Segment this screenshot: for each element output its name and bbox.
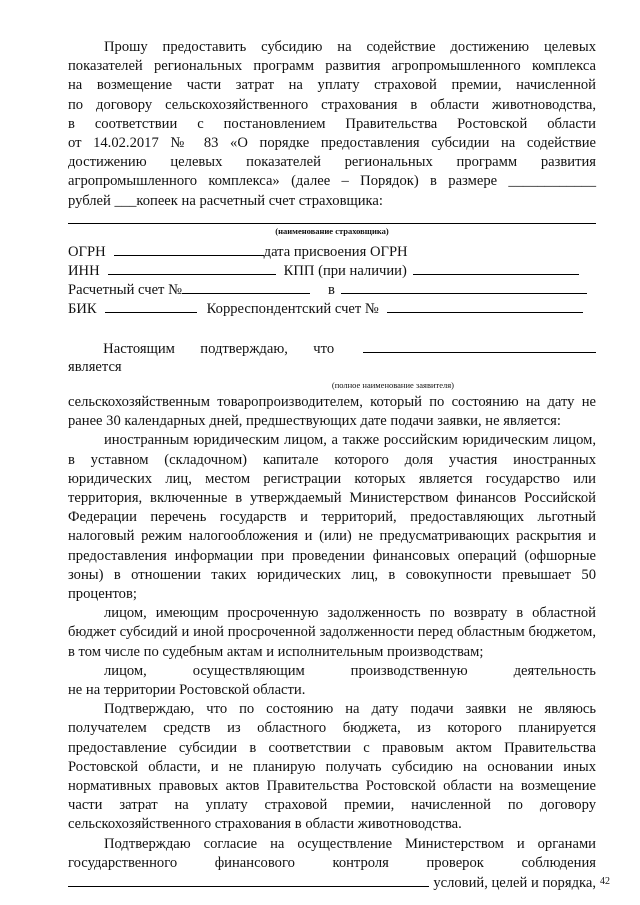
kpp-label: КПП (при наличии) bbox=[283, 263, 407, 280]
inn-row bbox=[68, 261, 596, 280]
account-row bbox=[68, 280, 596, 299]
consent-line3-end: условий, целей и порядка, bbox=[433, 875, 596, 892]
activity-word: лицом, bbox=[104, 662, 147, 679]
confirm-word: Настоящим bbox=[103, 340, 175, 357]
paragraph-consent-line2 bbox=[68, 854, 596, 873]
item-debt: лицом, имеющим просроченную задолженность по возврату в областной бюджет субсидий и иной просроченной задолженности перед областным бюджетом, в том числе по судебным актам и исполнительным производствам; bbox=[68, 605, 596, 660]
intro-line: показателей региональных программ развития агропромышленного комплекса bbox=[68, 58, 596, 75]
paragraph-consent-line1: Подтверждаю согласие на осуществление Министерством и органами bbox=[104, 835, 596, 852]
confirm-word: подтверждаю, bbox=[200, 340, 288, 357]
account-field[interactable] bbox=[182, 280, 310, 294]
bik-field[interactable] bbox=[105, 299, 197, 313]
confirm-row bbox=[68, 339, 596, 358]
insurer-caption: (наименование страховщика) bbox=[275, 225, 389, 236]
intro-line: Прошу предоставить субсидию на содействие достижению целевых bbox=[104, 39, 596, 55]
corr-account-label: Корреспондентский счет № bbox=[206, 301, 379, 318]
ogrn-date-label: дата присвоения ОГРН bbox=[263, 243, 408, 260]
inn-field[interactable] bbox=[108, 261, 276, 275]
activity-word: осуществляющим bbox=[192, 662, 305, 679]
ogrn-field[interactable] bbox=[114, 242, 264, 256]
consent-word: соблюдения bbox=[521, 854, 596, 871]
confirm-word: что bbox=[313, 340, 335, 357]
intro-line-last: рублей ___копеек на расчетный счет страховщика: bbox=[68, 192, 383, 209]
activity-word: деятельность bbox=[513, 662, 596, 679]
kpp-field[interactable] bbox=[413, 261, 579, 275]
bank-field[interactable] bbox=[341, 280, 587, 294]
confirm-is: является bbox=[68, 358, 122, 375]
confirm-continuation: сельскохозяйственным товаропроизводителем, который по состоянию на дату не ранее 30 календарных дней, предшествующих дате подачи заявки, не является: bbox=[68, 393, 596, 430]
bank-in-label: в bbox=[328, 282, 335, 299]
bik-row bbox=[68, 299, 596, 318]
paragraph-consent-line3 bbox=[68, 873, 596, 892]
ogrn-label: ОГРН bbox=[68, 243, 106, 260]
page-number: 42 bbox=[600, 876, 610, 887]
account-label: Расчетный счет № bbox=[68, 282, 182, 299]
control-body-field[interactable] bbox=[68, 873, 429, 887]
corr-account-field[interactable] bbox=[387, 299, 583, 313]
intro-line: агропромышленного комплекса» (далее – Порядок) в размере ____________ bbox=[68, 173, 596, 190]
consent-word: государственного bbox=[68, 854, 178, 871]
bik-label: БИК bbox=[68, 301, 97, 318]
intro-paragraph bbox=[68, 38, 596, 211]
ogrn-row bbox=[68, 242, 596, 261]
item-foreign: иностранным юридическим лицом, а также российским юридическим лицом, в уставном (складочном) капитале которого доля участия иностранных юридических лиц, местом регистрации которых является государство или территория, включенные в утверждаемый Министерством финансов Российской Федерации перечень государств и территорий, предоставляющих льготный налоговый режим налогообложения и (или) не предусматривающих раскрытия и предоставления информации при проведении финансовых операций (офшорные зоны) в отношении таких юридических лиц, в совокупности превышает 50 процентов; bbox=[68, 432, 596, 602]
inn-label: ИНН bbox=[68, 263, 100, 280]
consent-word: финансового bbox=[214, 854, 295, 871]
intro-line: достижению целевых показателей региональных программ развития bbox=[68, 154, 596, 171]
consent-word: проверок bbox=[426, 854, 484, 871]
applicant-caption: (полное наименование заявителя) bbox=[331, 379, 454, 390]
document-page bbox=[68, 38, 596, 892]
applicant-name-field[interactable] bbox=[363, 339, 596, 353]
consent-word: контроля bbox=[332, 854, 389, 871]
insurer-name-field[interactable] bbox=[68, 223, 596, 224]
intro-line: от 14.02.2017 № 83 «О порядке предоставления субсидии на содействие bbox=[68, 135, 596, 152]
item-activity-line bbox=[68, 662, 596, 681]
activity-word: производственную bbox=[350, 662, 468, 679]
intro-line: на возмещение части затрат на уплату страховой премии, начисленной bbox=[68, 77, 596, 94]
paragraph-not-recipient: Подтверждаю, что по состоянию на дату подачи заявки не являюсь получателем средств из областного бюджета, из которого планируется предоставление субсидии в соответствии с правовым актом Правительства Ростовской области, и не планирую получать субсидию на основании иных нормативных правовых актов Правительства Ростовской области на возмещение части затрат на уплату страховой премии, начисленной по договору сельскохозяйственного страхования в области животноводства. bbox=[68, 701, 596, 833]
item-activity-end: не на территории Ростовской области. bbox=[68, 682, 306, 698]
intro-line: по договору сельскохозяйственного страхования в области животноводства, bbox=[68, 96, 596, 113]
intro-line: в соответствии с постановлением Правительства Ростовской области bbox=[68, 115, 596, 132]
